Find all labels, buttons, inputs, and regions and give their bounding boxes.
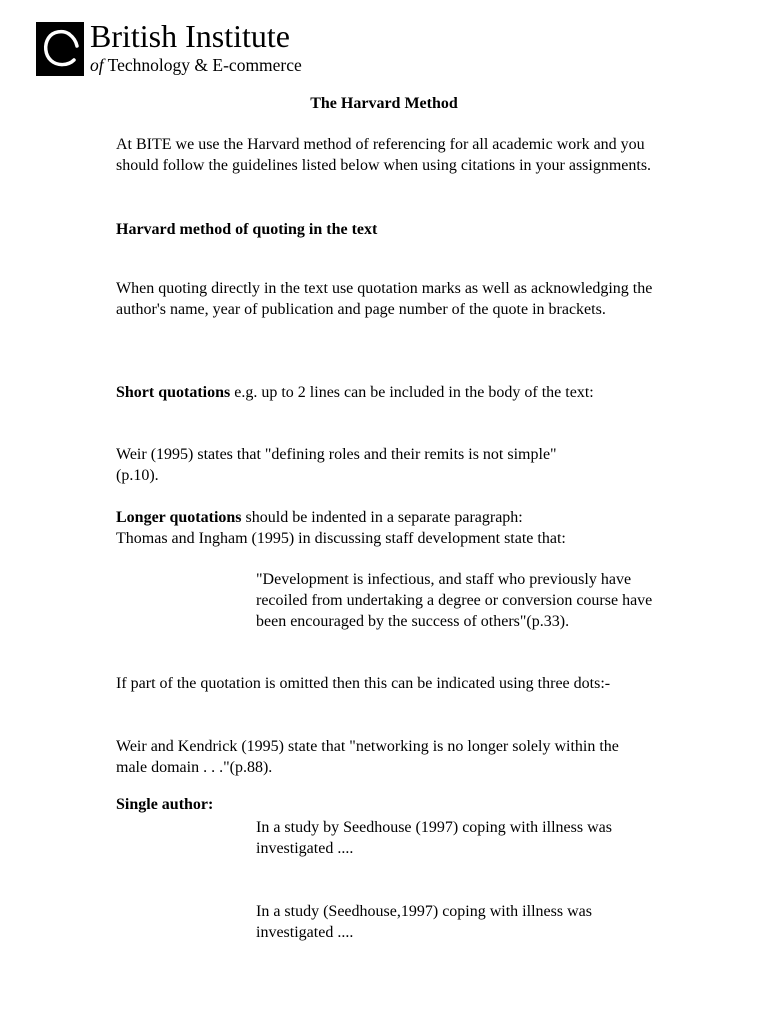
long-quote-block: "Development is infectious, and staff who previously have recoiled from undertaking a degree or conversion course have been encouraged by the success of others"(p.33). <box>256 571 653 630</box>
logo-title: British Institute <box>90 18 290 54</box>
logo-subtitle <box>90 55 302 75</box>
intro-paragraph: At BITE we use the Harvard method of referencing for all academic work and you should follow the guidelines listed below when using citations in your assignments. <box>116 136 652 174</box>
quoting-paragraph: When quoting directly in the text use quotation marks as well as acknowledging the author's name, year of publication and page number of the quote in brackets. <box>116 280 653 318</box>
document-title: The Harvard Method <box>310 95 458 112</box>
thomas-line: Thomas and Ingham (1995) in discussing staff development state that: <box>116 530 566 547</box>
section-heading: Harvard method of quoting in the text <box>116 221 378 238</box>
short-quotations-text: e.g. up to 2 lines can be included in the body of the text: <box>230 384 594 401</box>
longer-quotations-text: should be indented in a separate paragraph: <box>241 509 523 526</box>
logo-subtitle-rest: Technology & E-commerce <box>103 55 302 75</box>
single-author-example-1: In a study by Seedhouse (1997) coping with illness was investigated .... <box>256 819 612 857</box>
bite-logo-mark-icon <box>36 22 84 76</box>
single-author-example-2: In a study (Seedhouse,1997) coping with illness was investigated .... <box>256 903 592 941</box>
longer-quotations-paragraph <box>116 507 676 528</box>
weir-example: Weir (1995) states that "defining roles and their remits is not simple"(p.10). <box>116 446 557 484</box>
longer-quotations-label: Longer quotations <box>116 509 242 526</box>
omitted-paragraph: If part of the quotation is omitted then this can be indicated using three dots:- <box>116 675 611 692</box>
weir-kendrick-example: Weir and Kendrick (1995) state that "networking is no longer solely within the male domain . . ."(p.88). <box>116 738 619 776</box>
short-quotations-label: Short quotations <box>116 384 231 401</box>
short-quotations-paragraph <box>116 382 676 403</box>
logo-subtitle-of: of <box>90 55 104 75</box>
single-author-heading: Single author: <box>116 796 214 813</box>
